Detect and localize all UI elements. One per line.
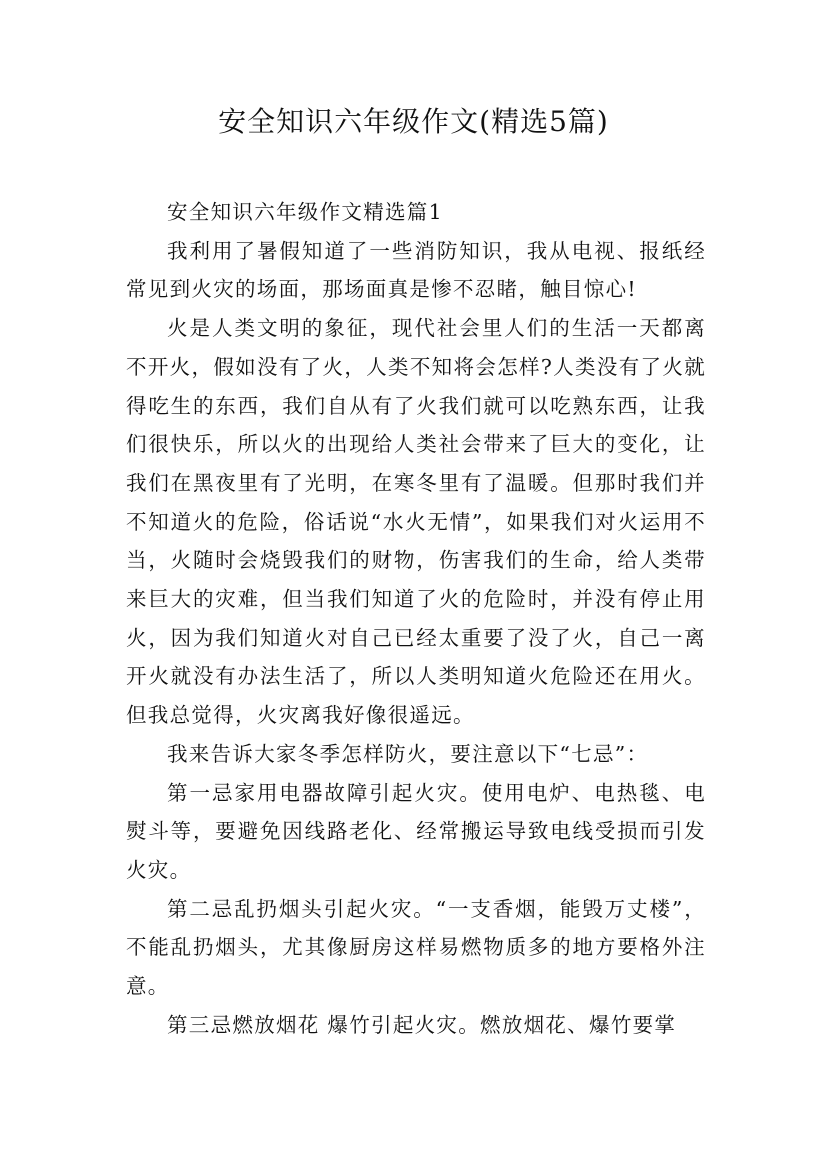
paragraph: 第二忌乱扔烟头引起火灾。“一支香烟，能毁万丈楼”，不能乱扔烟头，尤其像厨房这样易燃物质多的地方要格外注意。 xyxy=(126,896,706,999)
paragraph: 第三忌燃放烟花 爆竹引起火灾。燃放烟花、爆竹要掌 xyxy=(167,1012,677,1037)
document-title: 安全知识六年级作文(精选5篇) xyxy=(218,105,609,138)
paragraph: 第一忌家用电器故障引起火灾。使用电炉、电热毯、电熨斗等，要避免因线路老化、经常搬运导致电线受损而引发火灾。 xyxy=(126,780,706,882)
section-heading: 安全知识六年级作文精选篇1 xyxy=(167,200,443,224)
paragraph: 我来告诉大家冬季怎样防火，要注意以下“七忌”： xyxy=(167,741,649,766)
paragraph: 火是人类文明的象征，现代社会里人们的生活一天都离不开火，假如没有了火，人类不知将会怎样?人类没有了火就得吃生的东西，我们自从有了火我们就可以吃熟东西，让我们很快乐，所以火的出现给人类社会带来了巨大的变化，让我们在黑夜里有了光明，在寒冬里有了温暖。但那时我们并不知道火的危险，俗话说“水火无情”，如果我们对火运用不当，火随时会烧毁我们的财物，伤害我们的生命，给人类带来巨大的灾难，但当我们知道了火的危险时，并没有停止用火，因为我们知道火对自己已经太重要了没了火，自己一离开火就没有办法生活了，所以人类明知道火危险还在用火。但我总觉得，火灾离我好像很遥远。 xyxy=(126,316,706,728)
paragraph: 我利用了暑假知道了一些消防知识，我从电视、报纸经常见到火灾的场面，那场面真是惨不忍睹，触目惊心! xyxy=(126,238,706,302)
document-body xyxy=(126,193,706,1044)
